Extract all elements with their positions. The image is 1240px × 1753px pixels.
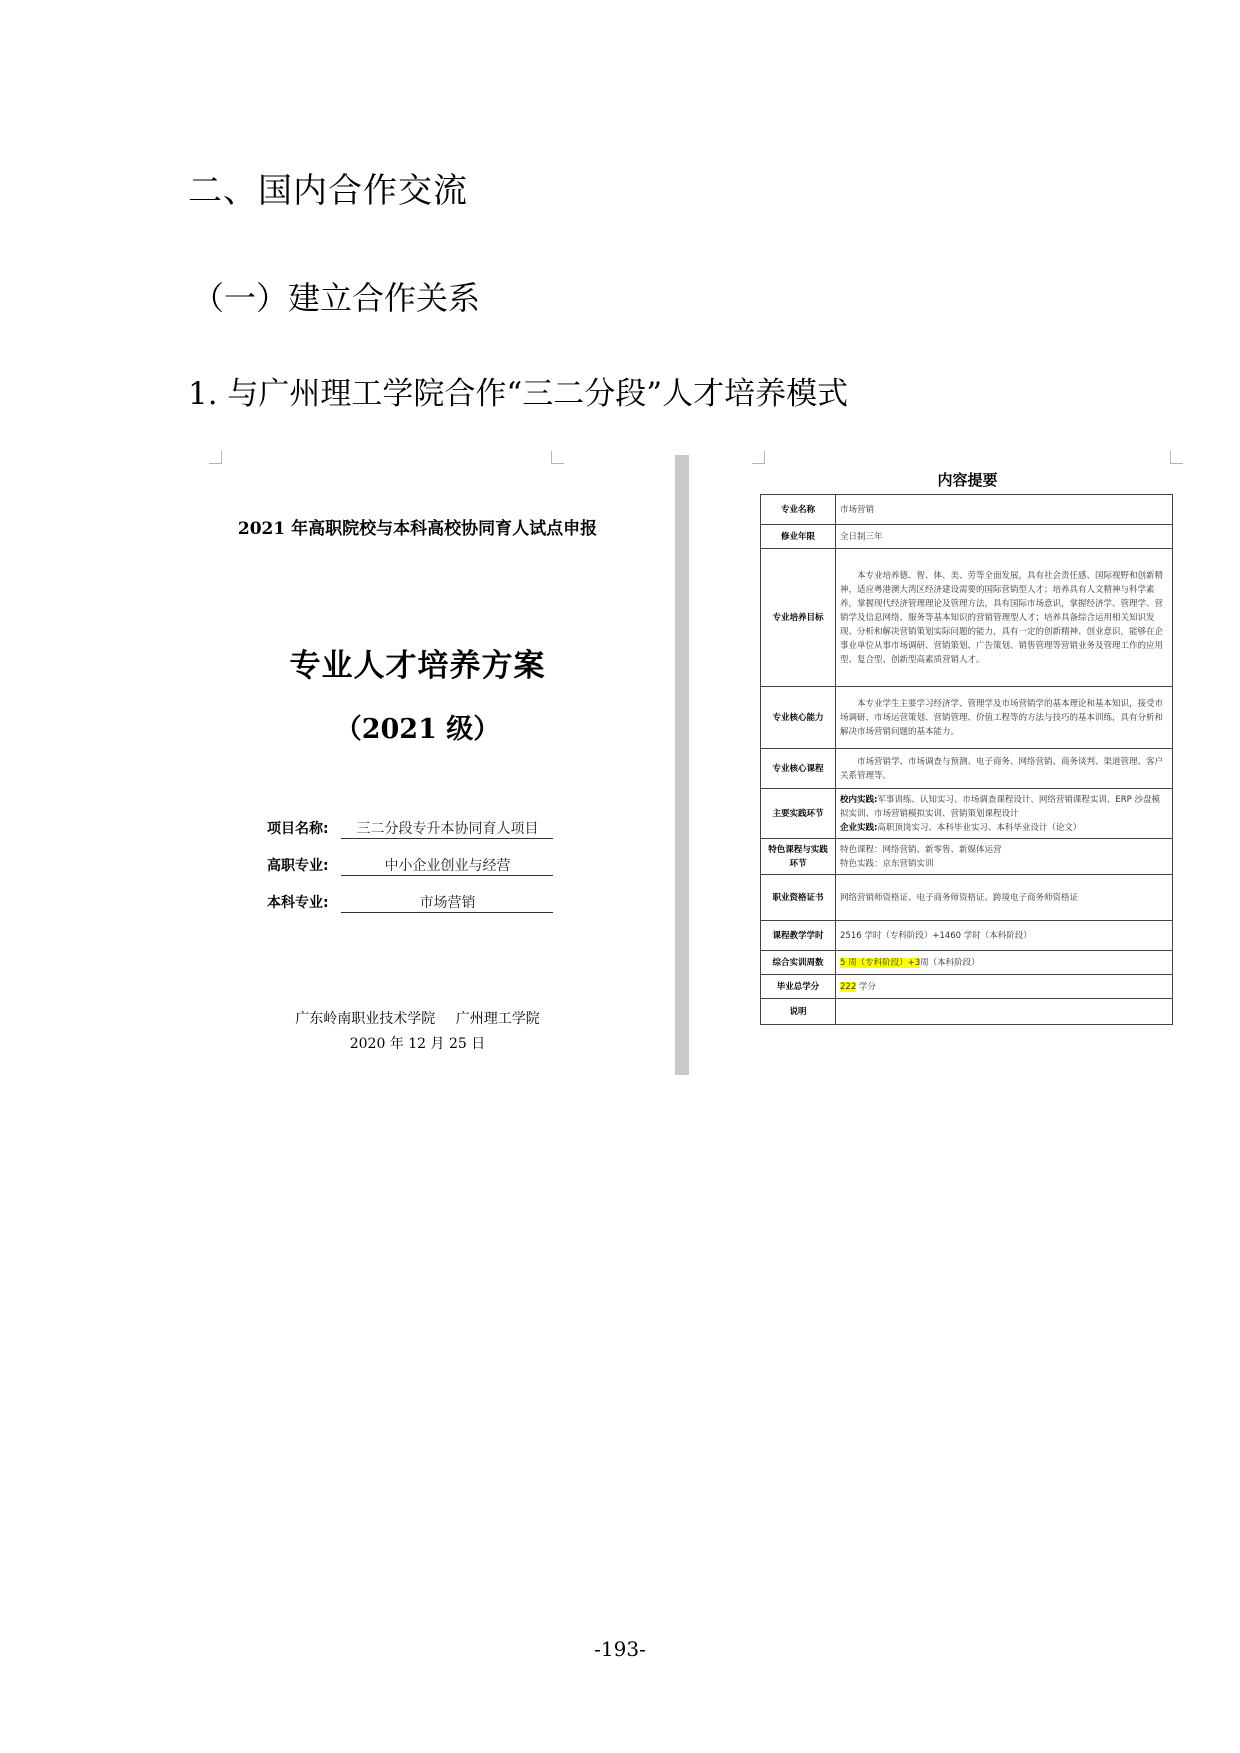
field-label: 项目名称: [267, 821, 329, 837]
table-row [761, 495, 1173, 525]
section-heading: 二、国内合作交流 [188, 171, 468, 211]
table-row [761, 525, 1173, 549]
table-row [761, 687, 1173, 749]
field-label: 本科专业: [267, 895, 329, 911]
field-label: 高职专业: [267, 858, 329, 874]
inline-text: 特色实践：京东营销实训 [840, 858, 934, 869]
cover-field-undergrad-major [267, 892, 553, 914]
row-key: 主要实践环节 [761, 789, 836, 839]
crop-mark [752, 451, 765, 464]
row-value [836, 789, 1173, 839]
inline-text: 高职顶岗实习、本科毕业实习、本科毕业设计（论文） [877, 822, 1082, 833]
crop-mark [551, 451, 564, 464]
cover-year: （2021 级） [334, 714, 501, 745]
row-value: 2516 学时（专科阶段）+1460 学时（本科阶段） [836, 921, 1173, 951]
row-key: 专业名称 [761, 495, 836, 525]
row-key: 毕业总学分 [761, 975, 836, 999]
table-row [761, 549, 1173, 687]
row-value: 本专业学生主要学习经济学、管理学及市场营销学的基本理论和基本知识，接受市场调研、市场运营策划、营销管理、价值工程等的方法与技巧的基本训练，具有分析和解决市场营销问题的基本能力。 [836, 687, 1173, 749]
crop-mark [1170, 451, 1183, 464]
table-row [761, 875, 1173, 921]
org-name: 广东岭南职业技术学院 [295, 1011, 436, 1027]
row-value [836, 951, 1173, 975]
row-value: 市场营销学、市场调查与预测、电子商务、网络营销、商务谈判、渠道管理、客户关系管理等。 [836, 749, 1173, 789]
inline-text: 学分 [856, 981, 876, 992]
cover-page-image [205, 455, 630, 1075]
field-value: 中小企业创业与经营 [341, 855, 553, 876]
inline-label: 校内实践: [840, 794, 878, 805]
page-gutter [675, 455, 689, 1075]
cover-subtitle: 2021 年高职院校与本科高校协同育人试点申报 [237, 519, 598, 539]
row-value [836, 975, 1173, 999]
row-key: 综合实训周数 [761, 951, 836, 975]
field-value: 三二分段专升本协同育人项目 [341, 818, 553, 839]
field-value: 市场营销 [341, 892, 553, 913]
org-name: 广州理工学院 [455, 1011, 540, 1027]
page-number: -193- [594, 1637, 646, 1661]
cover-title: 专业人才培养方案 [289, 648, 546, 684]
row-value: 市场营销 [836, 495, 1173, 525]
row-value [836, 999, 1173, 1025]
cover-field-project [267, 818, 553, 840]
row-key: 职业资格证书 [761, 875, 836, 921]
table-row [761, 789, 1173, 839]
row-key: 专业培养目标 [761, 549, 836, 687]
table-row [761, 999, 1173, 1025]
row-value: 网络营销师资格证、电子商务师资格证、跨境电子商务师资格证 [836, 875, 1173, 921]
cover-field-vocational-major [267, 855, 553, 877]
row-key: 修业年限 [761, 525, 836, 549]
highlighted-text: 5 周（专科阶段）+3 [840, 957, 921, 968]
inline-text: 周（本科阶段） [920, 957, 980, 968]
table-row [761, 921, 1173, 951]
inline-label: 企业实践: [840, 822, 878, 833]
row-key: 专业核心能力 [761, 687, 836, 749]
row-value: 本专业培养德、智、体、美、劳等全面发展，具有社会责任感、国际视野和创新精神，适应粤港澳大湾区经济建设需要的国际营销型人才；培养具有人文精神与科学素养，掌握现代经济管理理论及管理方法，具有国际市场意识，掌握经济学、管理学、营销学及信息网络、服务等基本知识的营销管理型人才；培养具备综合运用相关知识发现、分析和解决营销策划实际问题的能力，具有一定的创新精神、创业意识，能够在企事业单位从事市场调研、营销策划、广告策划、销售管理等营销业务及管理工作的应用型、复合型、创新型高素质营销人才。 [836, 549, 1173, 687]
summary-title: 内容提要 [937, 471, 998, 489]
row-key: 专业核心课程 [761, 749, 836, 789]
cover-organizations [205, 1008, 630, 1028]
row-key: 特色课程与实践环节 [761, 839, 836, 875]
row-key: 课程教学学时 [761, 921, 836, 951]
table-row [761, 749, 1173, 789]
table-row [761, 839, 1173, 875]
summary-page-image [760, 455, 1175, 1075]
inline-text: 特色课程：网络营销、新零售、新媒体运营 [840, 844, 1002, 855]
highlighted-text: 222 [840, 981, 857, 992]
subsection-heading: （一）建立合作关系 [192, 279, 481, 317]
row-key: 说明 [761, 999, 836, 1025]
crop-mark [209, 451, 222, 464]
cover-date: 2020 年 12 月 25 日 [349, 1036, 486, 1052]
table-row [761, 951, 1173, 975]
row-value [836, 839, 1173, 875]
table-row [761, 975, 1173, 999]
item-heading: 1. 与广州理工学院合作“三二分段”人才培养模式 [188, 376, 849, 412]
inline-text: 军事训练、认知实习、市场调查课程设计、网络营销课程实训、ERP 沙盘模拟实训、市场营销模拟实训、营销策划课程设计 [840, 794, 1161, 819]
row-value: 全日制三年 [836, 525, 1173, 549]
summary-table [760, 494, 1173, 1025]
